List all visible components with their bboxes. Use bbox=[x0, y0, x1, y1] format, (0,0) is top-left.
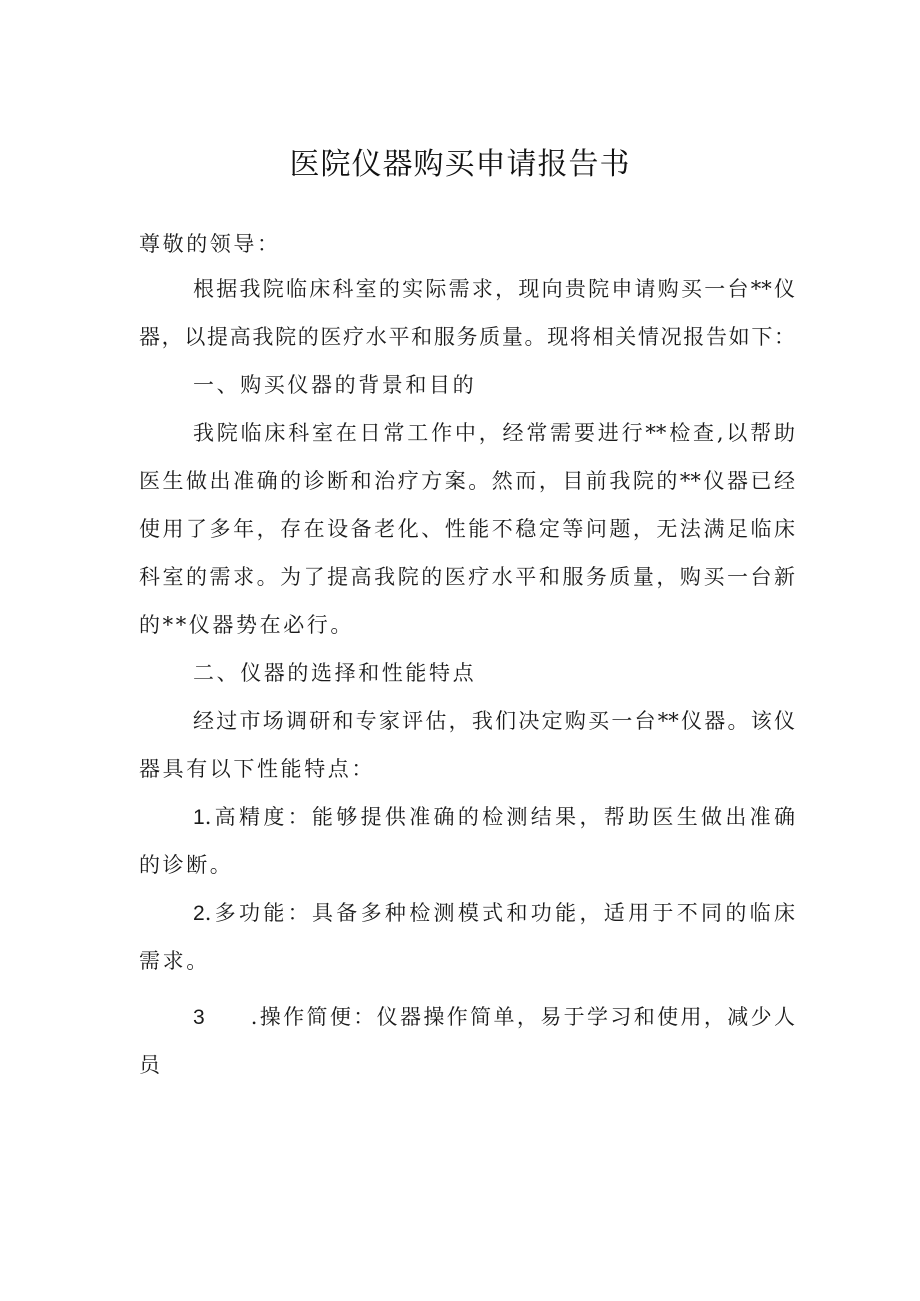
paragraph-line: 的诊断。 bbox=[139, 853, 234, 877]
document-title: 医院仪器购买申请报告书 bbox=[289, 147, 631, 182]
paragraph-line: 经过市场调研和专家评估，我们决定购买一台**仪器。该仪 bbox=[193, 709, 795, 733]
list-number: 3 bbox=[193, 1006, 205, 1029]
list-number: 1 bbox=[193, 806, 205, 829]
paragraph-line: 我院临床科室在日常工作中，经常需要进行**检查,以帮助 bbox=[193, 421, 795, 445]
paragraph-line: 医生做出准确的诊断和治疗方案。然而，目前我院的**仪器已经 bbox=[139, 469, 795, 493]
paragraph-line: 员 bbox=[139, 1053, 163, 1077]
paragraph-line: 需求。 bbox=[139, 949, 210, 973]
list-item-text: .多功能：具备多种检测模式和功能，适用于不同的临床 bbox=[204, 901, 795, 925]
paragraph-line: 使用了多年，存在设备老化、性能不稳定等问题，无法满足临床 bbox=[139, 517, 795, 541]
paragraph-line: 器具有以下性能特点： bbox=[139, 757, 375, 781]
list-item-text: .操作简便：仪器操作简单，易于学习和使用，减少人 bbox=[250, 1005, 795, 1029]
paragraph-line: 科室的需求。为了提高我院的医疗水平和服务质量，购买一台新 bbox=[139, 565, 795, 589]
paragraph-line: 器，以提高我院的医疗水平和服务质量。现将相关情况报告如下： bbox=[139, 325, 795, 349]
list-item-line bbox=[193, 1003, 795, 1032]
section-heading: 一、购买仪器的背景和目的 bbox=[193, 373, 477, 397]
paragraph-line: 根据我院临床科室的实际需求，现向贵院申请购买一台**仪 bbox=[193, 277, 795, 301]
list-item-line bbox=[193, 899, 795, 928]
salutation: 尊敬的领导： bbox=[139, 232, 281, 256]
list-item-text: .高精度：能够提供准确的检测结果，帮助医生做出准确 bbox=[204, 805, 795, 829]
paragraph-line: 的**仪器势在必行。 bbox=[139, 613, 354, 637]
section-heading: 二、仪器的选择和性能特点 bbox=[193, 661, 477, 685]
list-number: 2 bbox=[193, 902, 205, 925]
list-item-line bbox=[193, 803, 795, 832]
